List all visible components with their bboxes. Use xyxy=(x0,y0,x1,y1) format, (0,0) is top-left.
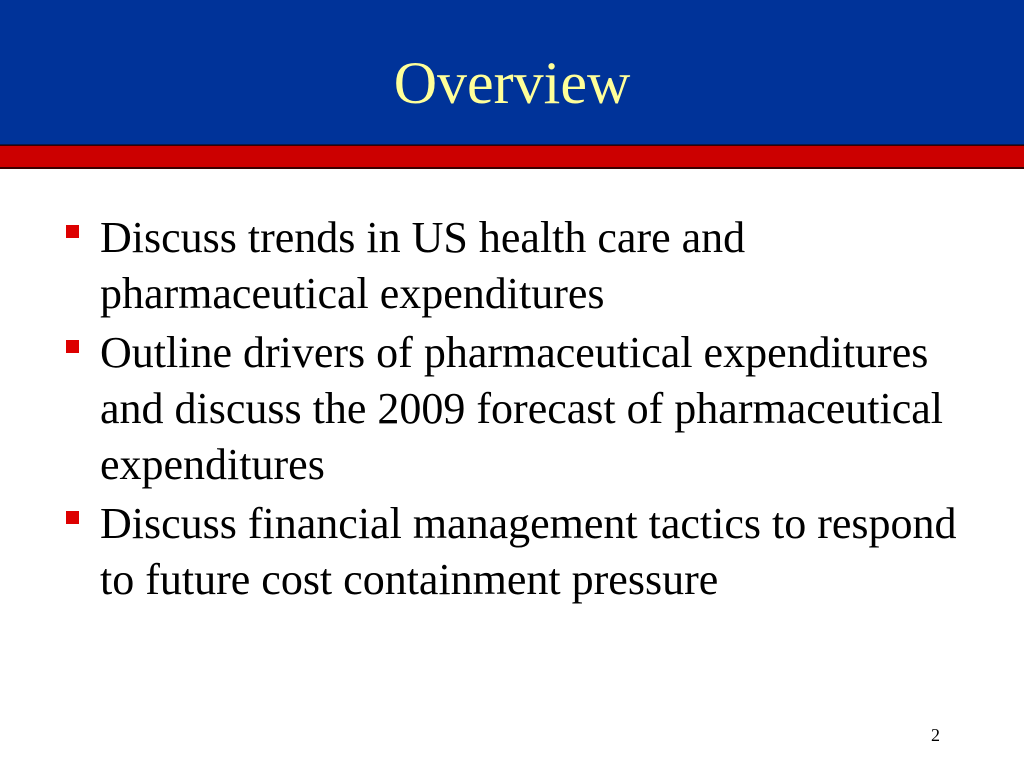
title-bar-stripe xyxy=(0,145,1024,169)
bullet-list xyxy=(62,210,962,611)
page-number: 2 xyxy=(931,725,940,745)
bullet-text: Discuss financial management tactics to respond to future cost containment pressure xyxy=(100,499,957,604)
bullet-text: Outline drivers of pharmaceutical expenditures and discuss the 2009 forecast of pharmaceutical expenditures xyxy=(100,328,944,489)
bullet-item xyxy=(62,325,962,493)
red-square-bullet-icon xyxy=(66,340,79,353)
bullet-text: Discuss trends in US health care and pharmaceutical expenditures xyxy=(100,213,746,318)
slide-title: Overview xyxy=(393,50,631,116)
red-square-bullet-icon xyxy=(66,511,79,524)
bullet-item xyxy=(62,496,962,608)
title-bar xyxy=(0,0,1024,145)
red-square-bullet-icon xyxy=(66,225,79,238)
bullet-item xyxy=(62,210,962,322)
